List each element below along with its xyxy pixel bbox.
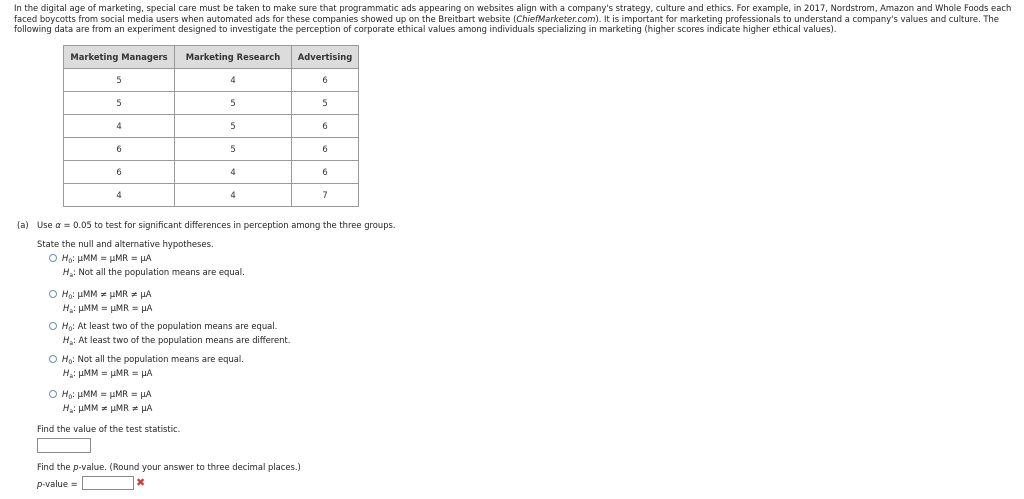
ha-label: H [63,267,70,277]
table-row [64,161,359,184]
h0-label: H [62,389,69,399]
h0-sub: 0 [68,294,73,301]
radio-button[interactable] [49,322,57,330]
table-cell: 5 [292,92,359,115]
table-row [64,69,359,92]
table-cell: 4 [175,161,292,184]
header-marketing-research: Marketing Research [175,46,292,69]
table-cell: 7 [292,184,359,207]
pvalue-label-rest: -value = [42,479,78,489]
incorrect-x-icon: ✖ [136,476,146,489]
h0-sub: 0 [68,359,73,366]
option-h0-text: : μMM ≠ μMR ≠ μA [72,289,152,299]
option-h0-text: : μMM = μMR = μA [72,253,152,263]
table-row [64,115,359,138]
option-h0-text: : Not all the population means are equal. [72,354,244,364]
ha-label: H [63,303,70,313]
test-statistic-prompt: Find the value of the test statistic. [37,424,181,434]
h0-sub: 0 [68,326,73,333]
table-cell: 6 [64,138,175,161]
ha-sub: a [69,373,73,380]
h0-label: H [62,289,69,299]
h0-label: H [62,253,69,263]
intro-source: ChiefMarketer.com [516,13,596,24]
table-cell: 4 [175,69,292,92]
header-advertising: Advertising [292,46,359,69]
ha-sub: a [69,308,73,315]
table-header-row [64,46,359,69]
ha-label: H [63,403,70,413]
radio-button[interactable] [49,355,57,363]
h0-sub: 0 [68,258,73,265]
ha-sub: a [69,272,73,279]
option-h0-text: : At least two of the population means are equal. [72,321,278,331]
table-row [64,184,359,207]
table-cell: 6 [292,161,359,184]
option-ha-text: : μMM = μMR = μA [73,303,153,313]
header-marketing-managers: Marketing Managers [64,46,175,69]
table-cell: 6 [292,69,359,92]
option-ha-text: : At least two of the population means are different. [73,335,291,345]
option-ha-text: : μMM = μMR = μA [73,368,153,378]
ha-label: H [63,368,70,378]
ha-sub: a [69,408,73,415]
table-row [64,92,359,115]
prompt-pre: Use [37,220,56,230]
ha-label: H [63,335,70,345]
question-a-prompt [17,220,396,230]
table-cell: 6 [292,115,359,138]
intro-text-after: ). It is important for marketing professionals to understand a company's values and culture. The following data are from an experiment designed to investigate the perception of corporate ethical values among individuals specializing in marketing (higher scores indicate higher ethical values). [14,13,999,34]
hypotheses-prompt: State the null and alternative hypotheses. [37,239,214,249]
table-cell: 5 [175,138,292,161]
h0-label: H [62,321,69,331]
pvalue-label [37,479,78,489]
pvalue-prompt-post: -value. (Round your answer to three decimal places.) [78,462,301,472]
pvalue-prompt-p: p [73,462,79,472]
option-h0-text: : μMM = μMR = μA [72,389,152,399]
table-cell: 4 [175,184,292,207]
test-statistic-input[interactable] [37,438,91,453]
table-cell: 5 [64,69,175,92]
pvalue-prompt-pre: Find the [37,462,74,472]
alpha-symbol: α [55,220,61,230]
radio-button[interactable] [49,290,57,298]
table-cell: 5 [64,92,175,115]
table-row [64,138,359,161]
table-cell: 5 [175,92,292,115]
problem-intro [14,3,1020,35]
pvalue-input[interactable] [82,476,134,490]
table-cell: 4 [64,184,175,207]
radio-button[interactable] [49,254,57,262]
question-part-label: (a) [17,220,29,230]
prompt-post: = 0.05 to test for significant differences in perception among the three groups. [60,220,396,230]
pvalue-prompt [37,462,301,472]
h0-sub: 0 [68,394,73,401]
h0-label: H [62,354,69,364]
data-table [63,45,359,207]
table-cell: 4 [64,115,175,138]
radio-button[interactable] [49,390,57,398]
intro-text-before: In the digital age of marketing, special care must be taken to make sure that programmatic ads appearing on websites align with a company's strategy, culture and ethics. For example, in 2017, Nordstrom, Amazon and Whole Foods each faced boycotts from social media users when automated ads for these companies showed up on the Breitbart website ( [14,3,1012,24]
table-cell: 5 [175,115,292,138]
ha-sub: a [69,340,73,347]
table-cell: 6 [292,138,359,161]
option-ha-text: : Not all the population means are equal. [73,267,245,277]
table-cell: 6 [64,161,175,184]
pvalue-label-p: p [37,479,43,489]
option-ha-text: : μMM ≠ μMR ≠ μA [73,403,153,413]
